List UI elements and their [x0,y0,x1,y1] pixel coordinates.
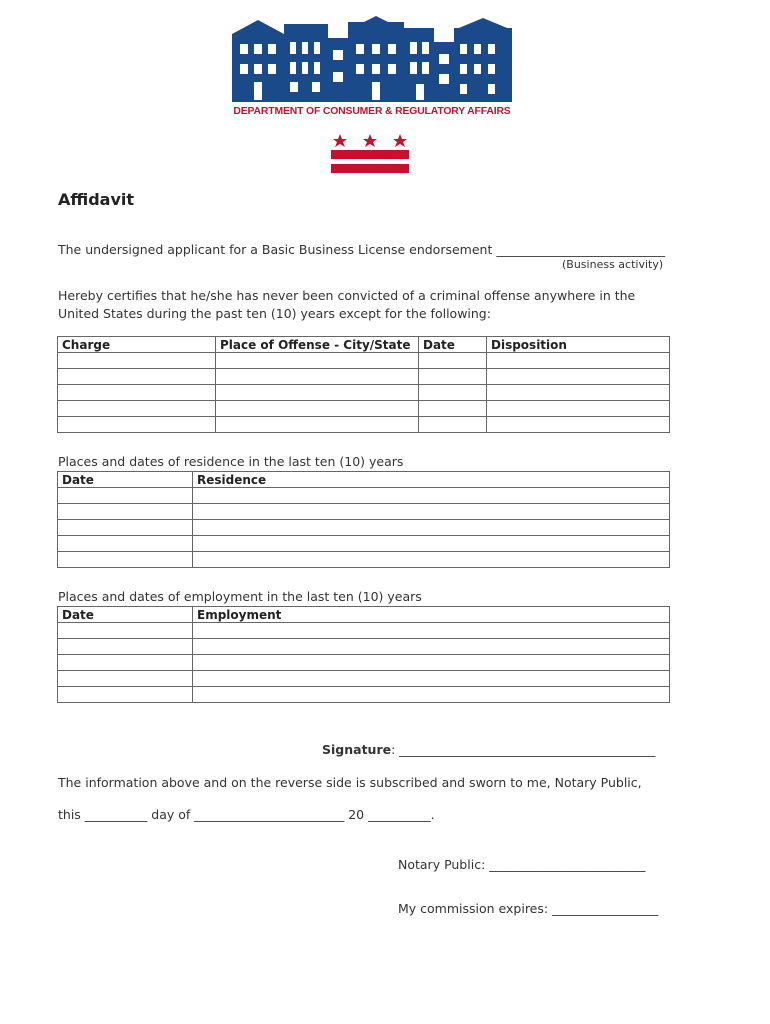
table-cell[interactable] [193,536,670,552]
table-cell[interactable] [193,520,670,536]
column-header-disposition: Disposition [487,337,670,353]
column-header-residence: Residence [193,472,670,488]
table-row [58,504,670,520]
table-cell[interactable] [193,552,670,568]
table-cell[interactable] [419,417,487,433]
table-cell[interactable] [216,401,419,417]
table-row [58,552,670,568]
table-row [58,639,670,655]
employment-table [57,606,670,703]
table-cell[interactable] [193,623,670,639]
certification-line-2: United States during the past ten (10) years except for the following: [58,306,491,321]
table-cell[interactable] [58,369,216,385]
table-row [58,623,670,639]
table-cell[interactable] [193,639,670,655]
column-header-date: Date [58,472,193,488]
table-cell[interactable] [58,353,216,369]
table-cell[interactable] [58,655,193,671]
residence-section-label: Places and dates of residence in the last ten (10) years [58,454,404,469]
table-cell[interactable] [487,401,670,417]
table-cell[interactable] [58,671,193,687]
table-cell[interactable] [419,353,487,369]
table-header-row [58,472,670,488]
column-header-place: Place of Offense - City/State [216,337,419,353]
column-header-date: Date [419,337,487,353]
table-row [58,520,670,536]
table-cell[interactable] [58,417,216,433]
table-row [58,687,670,703]
table-row [58,353,670,369]
table-cell[interactable] [419,401,487,417]
table-cell[interactable] [419,385,487,401]
table-cell[interactable] [487,369,670,385]
table-cell[interactable] [193,655,670,671]
table-cell[interactable] [216,369,419,385]
buildings-logo-icon [232,16,512,102]
column-header-date: Date [58,607,193,623]
table-cell[interactable] [216,417,419,433]
table-cell[interactable] [58,552,193,568]
signature-line[interactable] [322,742,656,757]
table-cell[interactable] [193,488,670,504]
signature-label: Signature [322,742,392,757]
table-cell[interactable] [193,504,670,520]
table-cell[interactable] [216,353,419,369]
commission-expires-line[interactable]: My commission expires: _________________ [398,901,659,916]
table-cell[interactable] [58,401,216,417]
table-cell[interactable] [216,385,419,401]
table-row [58,655,670,671]
column-header-employment: Employment [193,607,670,623]
table-cell[interactable] [58,623,193,639]
table-cell[interactable] [58,536,193,552]
notary-public-line[interactable]: Notary Public: _________________________ [398,857,646,872]
sworn-date-line[interactable]: this __________ day of ________________________ 20 __________. [58,807,435,822]
business-activity-caption: (Business activity) [562,258,664,271]
table-row [58,369,670,385]
table-header-row [58,337,670,353]
table-cell[interactable] [193,687,670,703]
business-license-line: The undersigned applicant for a Basic Business License endorsement ___________________________ [58,242,666,257]
signature-blank: : _________________________________________ [391,742,656,757]
dc-flag-icon [330,132,410,174]
department-name: DEPARTMENT OF CONSUMER & REGULATORY AFFAIRS [233,106,511,117]
certification-line-1: Hereby certifies that he/she has never been convicted of a criminal offense anywhere in the [58,288,636,303]
table-row [58,671,670,687]
table-cell[interactable] [58,504,193,520]
table-row [58,401,670,417]
sworn-statement: The information above and on the reverse side is subscribed and sworn to me, Notary Public, [58,775,642,790]
table-cell[interactable] [58,639,193,655]
residence-table [57,471,670,568]
table-cell[interactable] [58,687,193,703]
table-row [58,488,670,504]
table-row [58,385,670,401]
column-header-charge: Charge [58,337,216,353]
table-cell[interactable] [58,385,216,401]
page-title: Affidavit [58,190,135,209]
table-cell[interactable] [193,671,670,687]
table-row [58,417,670,433]
table-cell[interactable] [487,353,670,369]
table-cell[interactable] [487,385,670,401]
table-cell[interactable] [58,520,193,536]
table-cell[interactable] [58,488,193,504]
table-header-row [58,607,670,623]
employment-section-label: Places and dates of employment in the last ten (10) years [58,589,422,604]
table-cell[interactable] [419,369,487,385]
table-cell[interactable] [487,417,670,433]
offense-table [57,336,670,433]
table-row [58,536,670,552]
